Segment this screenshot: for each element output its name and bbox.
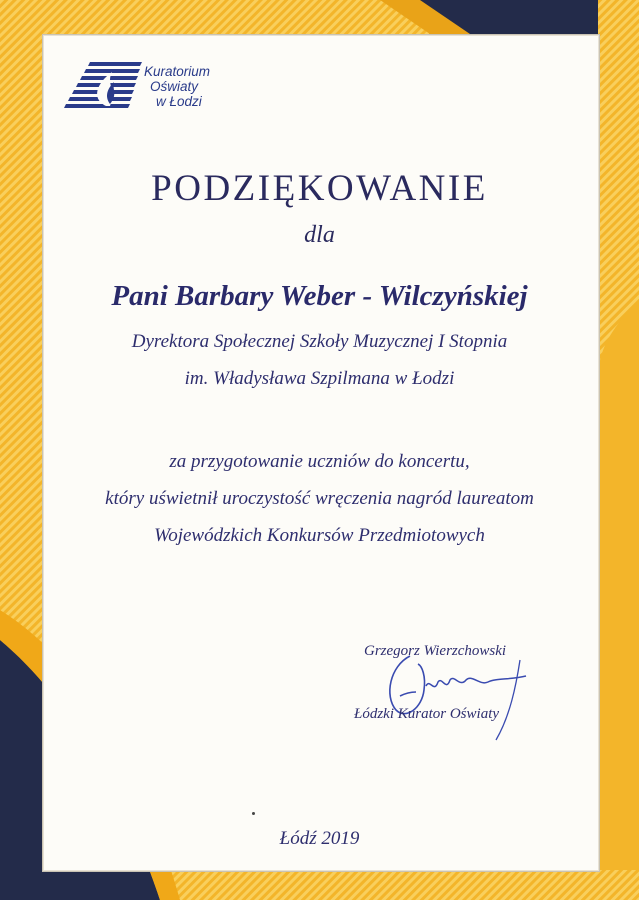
reason-line-3: Wojewódzkich Konkursów Przedmiotowych xyxy=(154,525,485,546)
document-title: PODZIĘKOWANIE xyxy=(151,168,488,209)
logo-line-3: w Łodzi xyxy=(156,94,202,109)
position-line-2: im. Władysława Szpilmana w Łodzi xyxy=(184,368,455,389)
reason-line-1: za przygotowanie uczniów do koncertu, xyxy=(169,451,470,472)
place-and-date: Łódź 2019 xyxy=(279,828,360,849)
logo xyxy=(60,58,220,120)
signature-block xyxy=(340,630,550,750)
logo-line-2: Oświaty xyxy=(150,79,199,94)
reason-line-2: który uświetnił uroczystość wręczenia nagród laureatom xyxy=(105,488,534,509)
signatory-name: Grzegorz Wierzchowski xyxy=(364,643,507,659)
ink-dot xyxy=(252,812,255,815)
logo-text xyxy=(144,64,210,109)
position-line-1: Dyrektora Społecznej Szkoły Muzycznej I Stopnia xyxy=(131,331,508,352)
handwritten-signature xyxy=(370,636,540,746)
recipient-name: Pani Barbary Weber - Wilczyńskiej xyxy=(111,280,528,312)
signatory-role: Łódzki Kurator Oświaty xyxy=(354,706,500,722)
flame-emblem-icon xyxy=(60,58,150,118)
for-word: dla xyxy=(304,222,335,248)
logo-line-1: Kuratorium xyxy=(144,64,211,79)
